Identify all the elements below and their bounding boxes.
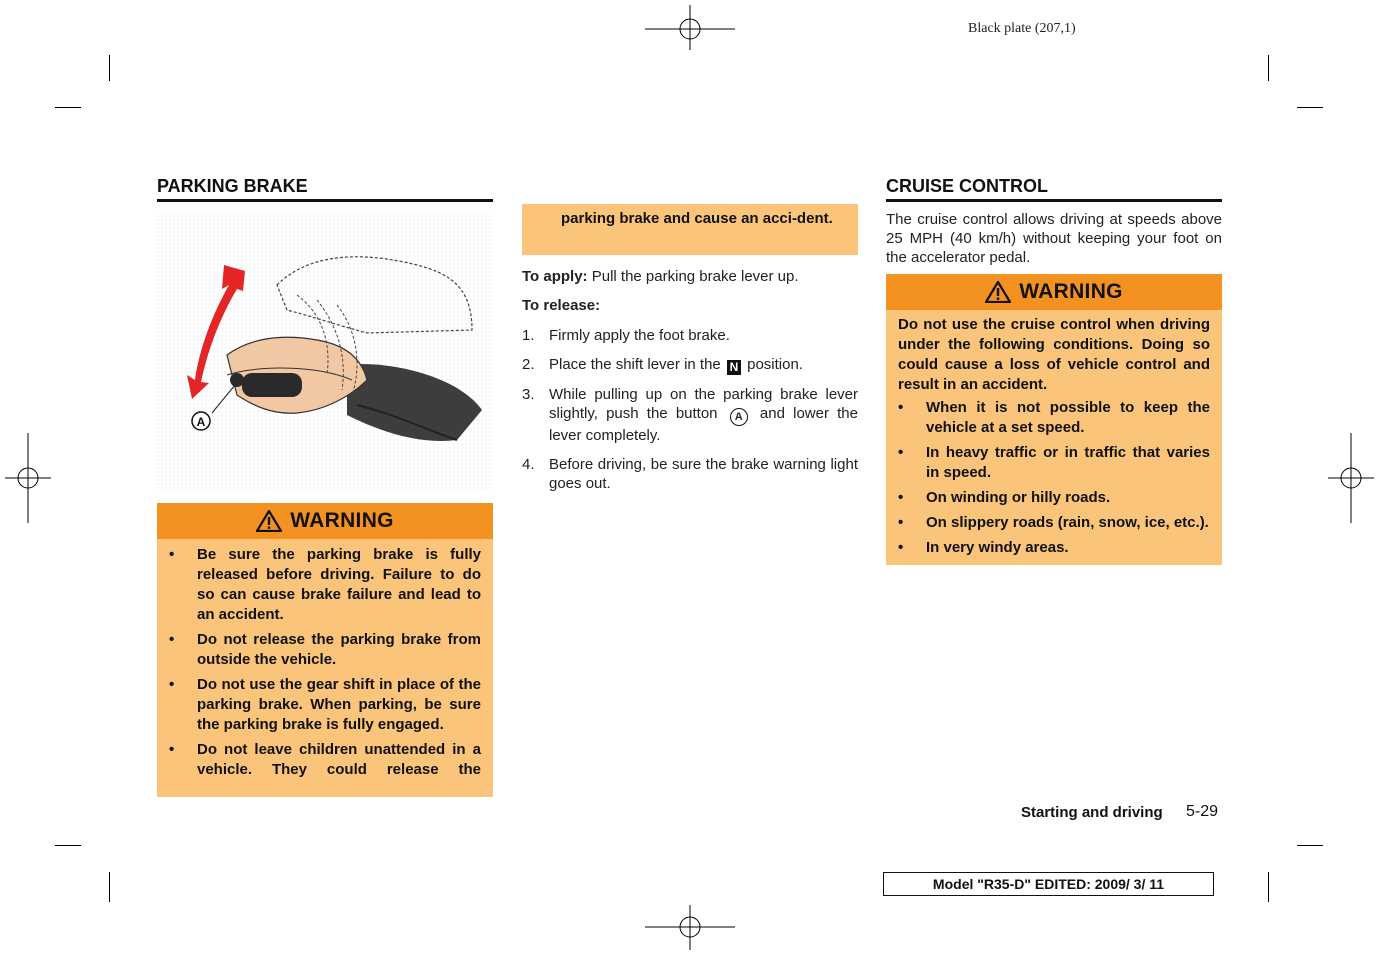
step-number: 2.	[522, 356, 535, 373]
step-text: position.	[747, 356, 803, 373]
warning-continuation: parking brake and cause an acci-dent.	[522, 204, 858, 255]
registration-mark-right	[1328, 433, 1374, 523]
apply-instruction	[522, 267, 858, 286]
registration-mark-left	[5, 433, 51, 523]
warning-triangle-icon	[985, 281, 1011, 303]
warning-body	[886, 310, 1222, 565]
step-text: Before driving, be sure the brake warning light goes out.	[549, 456, 858, 492]
step-text: Place the shift lever in the	[549, 356, 721, 373]
step-item	[522, 326, 858, 345]
step-number: 1.	[522, 327, 535, 344]
warning-item: • In very windy areas.	[886, 538, 1210, 558]
model-edited-box: Model "R35-D" EDITED: 2009/ 3/ 11	[883, 872, 1214, 896]
step-text: and lower the lever completely.	[549, 405, 858, 444]
warning-triangle-icon	[256, 510, 282, 532]
parking-brake-illustration	[157, 215, 493, 490]
warning-item: • Do not use the gear shift in place of the parking brake. When parking, be sure the parking brake is fully engaged.	[157, 675, 481, 735]
button-a-callout: A	[730, 408, 748, 426]
warning-header	[886, 274, 1222, 310]
step-item	[522, 455, 858, 493]
warning-title: WARNING	[290, 509, 394, 532]
warning-item: • Do not release the parking brake from outside the vehicle.	[157, 630, 481, 670]
warning-item: • On winding or hilly roads.	[886, 488, 1210, 508]
heading-cruise-control: CRUISE CONTROL	[886, 176, 1222, 202]
warning-item: • When it is not possible to keep the vehicle at a set speed.	[886, 398, 1210, 438]
warning-item: • Be sure the parking brake is fully released before driving. Failure to do so can cause brake failure and lead to an accident.	[157, 545, 481, 625]
plate-label: Black plate (207,1)	[968, 21, 1076, 36]
release-label: To release:	[522, 297, 601, 314]
cruise-intro: The cruise control allows driving at speeds above 25 MPH (40 km/h) without keeping your foot on the accelerator pedal.	[886, 211, 1222, 266]
release-steps	[522, 326, 858, 503]
gear-n-icon: N	[727, 360, 741, 375]
footer-page-number: 5-29	[1186, 803, 1219, 820]
apply-label: To apply:	[522, 268, 588, 285]
warning-title: WARNING	[1019, 280, 1123, 303]
warning-lead: Do not use the cruise control when driving under the following conditions. Doing so could cause a loss of vehicle control and result in an accident.	[898, 316, 1210, 393]
parking-brake-warning-box	[157, 503, 493, 797]
step-text: Firmly apply the foot brake.	[549, 327, 730, 344]
step-number: 4.	[522, 456, 535, 473]
cruise-warning-box	[886, 274, 1222, 565]
registration-mark-top	[645, 5, 735, 50]
step-text: While pulling up on the parking brake lever slightly, push the button	[549, 386, 858, 422]
warning-body	[157, 539, 493, 797]
warning-item: • In heavy traffic or in traffic that varies in speed.	[886, 443, 1210, 483]
figure-callout-a: A	[196, 415, 206, 429]
step-number: 3.	[522, 386, 535, 403]
footer-section-title: Starting and driving	[1021, 804, 1163, 821]
warning-header	[157, 503, 493, 539]
warning-item: • Do not leave children unattended in a vehicle. They could release the	[157, 740, 481, 780]
warning-item: • On slippery roads (rain, snow, ice, etc.).	[886, 513, 1210, 533]
apply-text: Pull the parking brake lever up.	[587, 268, 799, 285]
registration-mark-bottom	[645, 905, 735, 950]
step-item	[522, 355, 858, 375]
step-item	[522, 385, 858, 445]
heading-parking-brake: PARKING BRAKE	[157, 176, 493, 202]
